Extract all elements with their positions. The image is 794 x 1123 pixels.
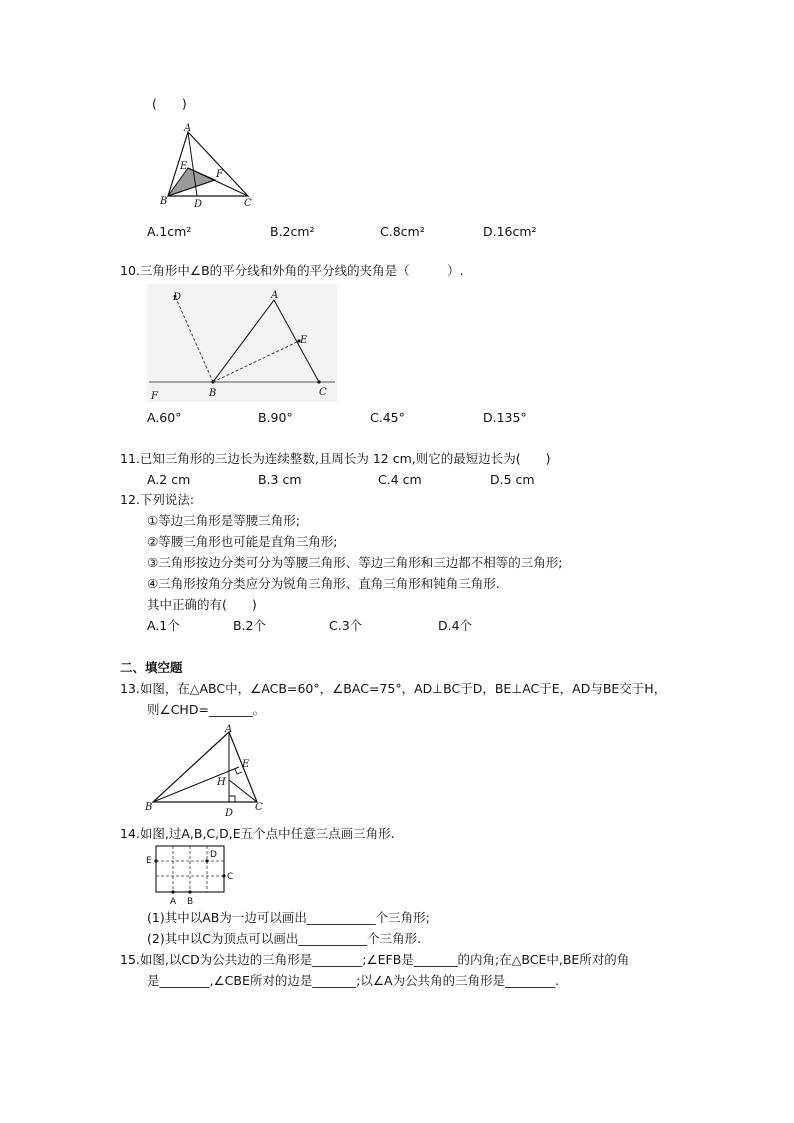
q13-line1: 13.如图，在△ABC中，∠ACB=60°，∠BAC=75°，AD⊥BC于D，BE⊥AC于E，AD与BE交于H， <box>120 681 667 696</box>
q13-label-a: A <box>225 724 233 735</box>
q9-label-e: E <box>180 161 188 172</box>
q11-option-c: C.4 cm <box>378 472 422 487</box>
q13-label-h: H <box>217 777 226 788</box>
q12-item-2: ②等腰三角形也可能是直角三角形; <box>147 534 338 549</box>
q10-option-c: C.45° <box>370 410 405 425</box>
q10-label-e: E <box>300 335 308 346</box>
q14-sub2: (2)其中以C为顶点可以画出___________个三角形. <box>147 931 422 946</box>
q10-option-a: A.60° <box>147 410 182 425</box>
q9-option-c: C.8cm² <box>380 224 425 239</box>
q12-ask: 其中正确的有( ) <box>147 597 257 612</box>
q11-option-b: B.3 cm <box>258 472 302 487</box>
q9-label-d: D <box>194 199 203 208</box>
q13-line2: 则∠CHD=_______。 <box>147 702 266 717</box>
q12-option-c: C.3个 <box>329 618 363 633</box>
q10-label-f: F <box>151 391 158 402</box>
q13-label-d: D <box>225 808 234 818</box>
q14-label-e: E <box>146 856 152 866</box>
q9-label-a: A <box>184 123 192 134</box>
q10-label-b: B <box>209 388 217 399</box>
q11-stem: 11.已知三角形的三边长为连续整数,且周长为 12 cm,则它的最短边长为( ) <box>120 451 551 466</box>
q12-stem: 12.下列说法: <box>120 492 195 507</box>
q13-label-e: E <box>242 759 250 770</box>
q13-triangle-figure <box>145 722 265 818</box>
q10-label-a: A <box>271 290 279 301</box>
q12-item-4: ④三角形按角分类应分为锐角三角形、直角三角形和钝角三角形. <box>147 576 500 591</box>
q9-triangle-figure <box>160 122 260 208</box>
q9-answer-paren: ( ) <box>152 96 187 111</box>
section-title-fill-in: 二、填空题 <box>120 660 183 675</box>
q12-item-3: ③三角形按边分类可分为等腰三角形、等边三角形和三边都不相等的三角形; <box>147 555 563 570</box>
q15-line1: 15.如图,以CD为公共边的三角形是________;∠EFB是_______的内角;在△BCE中,BE所对的角 <box>120 952 630 967</box>
q10-label-c: C <box>319 387 327 398</box>
q12-option-b: B.2个 <box>233 618 267 633</box>
q13-label-c: C <box>255 802 263 813</box>
q10-stem: 10.三角形中∠B的平分线和外角的平分线的夹角是（ ）. <box>120 263 464 278</box>
q9-option-b: B.2cm² <box>270 224 315 239</box>
q14-label-a: A <box>170 897 177 907</box>
q10-label-d: D <box>173 292 182 303</box>
q9-label-f: F <box>216 169 223 180</box>
q12-option-a: A.1个 <box>147 618 180 633</box>
q14-label-b: B <box>187 897 194 907</box>
q14-label-d: D <box>210 850 217 860</box>
q10-angle-bisector-figure <box>147 284 337 402</box>
q9-option-a: A.1cm² <box>147 224 192 239</box>
q15-line2: 是________,∠CBE所对的边是_______;以∠A为公共角的三角形是________. <box>147 973 560 988</box>
q12-item-1: ①等边三角形是等腰三角形; <box>147 513 300 528</box>
q10-option-d: D.135° <box>483 410 527 425</box>
q13-label-b: B <box>145 802 153 813</box>
q9-label-c: C <box>244 198 252 208</box>
q14-stem: 14.如图,过A,B,C,D,E五个点中任意三点画三角形. <box>120 826 395 841</box>
q10-option-b: B.90° <box>258 410 293 425</box>
q14-label-c: C <box>227 872 234 882</box>
q14-sub1: (1)其中以AB为一边可以画出___________个三角形; <box>147 910 430 925</box>
q9-label-b: B <box>160 196 168 207</box>
q9-option-d: D.16cm² <box>483 224 537 239</box>
q12-option-d: D.4个 <box>438 618 473 633</box>
q14-grid-figure <box>142 842 242 908</box>
q11-option-d: D.5 cm <box>490 472 535 487</box>
q11-option-a: A.2 cm <box>147 472 191 487</box>
